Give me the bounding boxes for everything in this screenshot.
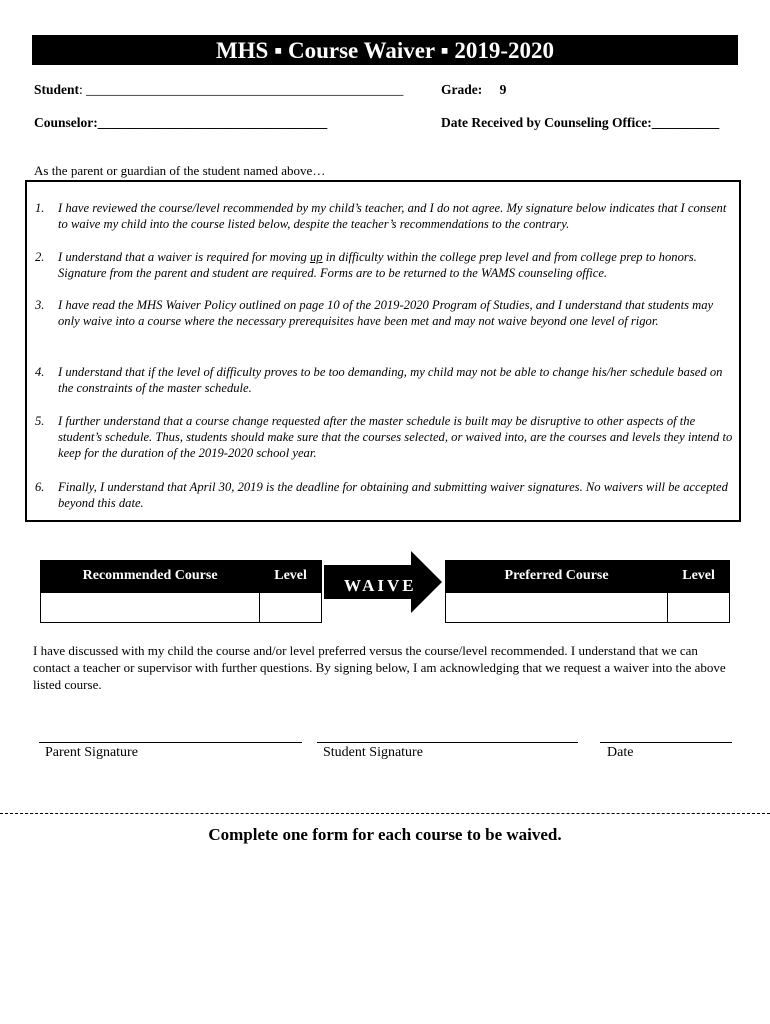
student-signature-label: Student Signature [323, 745, 423, 760]
date-received-field[interactable]: Date Received by Counseling Office:__________ [441, 115, 720, 130]
cut-line [0, 813, 770, 814]
form-title: MHS ▪ Course Waiver ▪ 2019-2020 [32, 35, 738, 65]
policy-item-number: 3. [35, 298, 45, 312]
recommended-course-table [40, 560, 322, 623]
policy-item-text: Finally, I understand that April 30, 2019 is the deadline for obtaining and submitting waiver signatures. No waivers will be accepted beyond this date. [58, 480, 728, 511]
policy-item-text: I understand that if the level of difficulty proves to be too demanding, my child may not be able to change his/her schedule based on the constraints of the master schedule. [58, 365, 723, 396]
policy-item-number: 6. [35, 480, 45, 494]
recommended-course-header: Recommended Course [41, 561, 260, 593]
date-signature-label: Date [607, 745, 634, 760]
policy-item-text: I further understand that a course change requested after the master schedule is built may be disruptive to other aspects of the student’s schedule. Thus, students should make sure that the courses selected, or waived into, are the courses and levels they intend to keep for the duration of the 2019-2020 school year. [58, 414, 733, 461]
policy-item-text: I have read the MHS Waiver Policy outlined on page 10 of the 2019-2020 Program of Studies, and I understand that students may only waive into a course where the necessary prerequisites have been met and may not waive beyond one level of rigor. [58, 298, 714, 329]
underlined-word: up [309, 250, 323, 264]
recommended-level-cell[interactable] [260, 593, 322, 623]
student-label: Student [34, 82, 80, 97]
policy-item-number: 5. [35, 414, 45, 428]
grade-label: Grade: [441, 82, 483, 97]
policy-item [35, 297, 735, 329]
policy-item [35, 200, 735, 232]
policy-item [35, 364, 735, 396]
policy-item [35, 249, 735, 281]
policy-item [35, 479, 735, 511]
preferred-level-cell[interactable] [668, 593, 730, 623]
recommended-level-header: Level [260, 561, 322, 593]
policy-item-number: 4. [35, 365, 45, 379]
preferred-level-header: Level [668, 561, 730, 593]
student-line: : _______________________________________________ [79, 82, 404, 97]
policy-item-number: 2. [35, 250, 45, 264]
student-field[interactable] [34, 82, 403, 98]
counselor-line: __________________________________ [97, 115, 328, 130]
policy-item-number: 1. [35, 201, 45, 215]
counselor-label: Counselor: [34, 115, 98, 130]
footer-note: Complete one form for each course to be waived. [208, 825, 562, 844]
parent-signature-label: Parent Signature [45, 745, 138, 760]
grade-field [441, 82, 506, 98]
recommended-course-cell[interactable] [41, 593, 260, 623]
counselor-field[interactable] [34, 115, 327, 131]
policy-item-text: I understand that a waiver is required for moving up in difficulty within the college prep level and from college prep to honors. Signature from the parent and student are required. Forms are to be returned to the WAMS counseling office. [58, 250, 697, 281]
policy-box [25, 180, 741, 522]
intro-text: As the parent or guardian of the student named above… [34, 163, 326, 178]
date-signature-line[interactable] [600, 742, 732, 743]
waive-label: WAIVE [344, 576, 417, 595]
student-signature-line[interactable] [317, 742, 578, 743]
acknowledgment-text: I have discussed with my child the course and/or level preferred versus the course/level recommended. I understand that we can contact a teacher or supervisor with further questions. By signing below, I am acknowledging that we request a waiver into the above listed course. [33, 643, 726, 692]
policy-item-text: I have reviewed the course/level recommended by my child’s teacher, and I do not agree. My signature below indicates that I consent to waive my child into the course listed below, despite the teacher’s recommendations to the contrary. [58, 201, 727, 232]
preferred-course-header: Preferred Course [446, 561, 668, 593]
preferred-course-table [445, 560, 730, 623]
parent-signature-line[interactable] [39, 742, 302, 743]
policy-item [35, 413, 735, 462]
preferred-course-cell[interactable] [446, 593, 668, 623]
grade-value: 9 [499, 82, 507, 97]
